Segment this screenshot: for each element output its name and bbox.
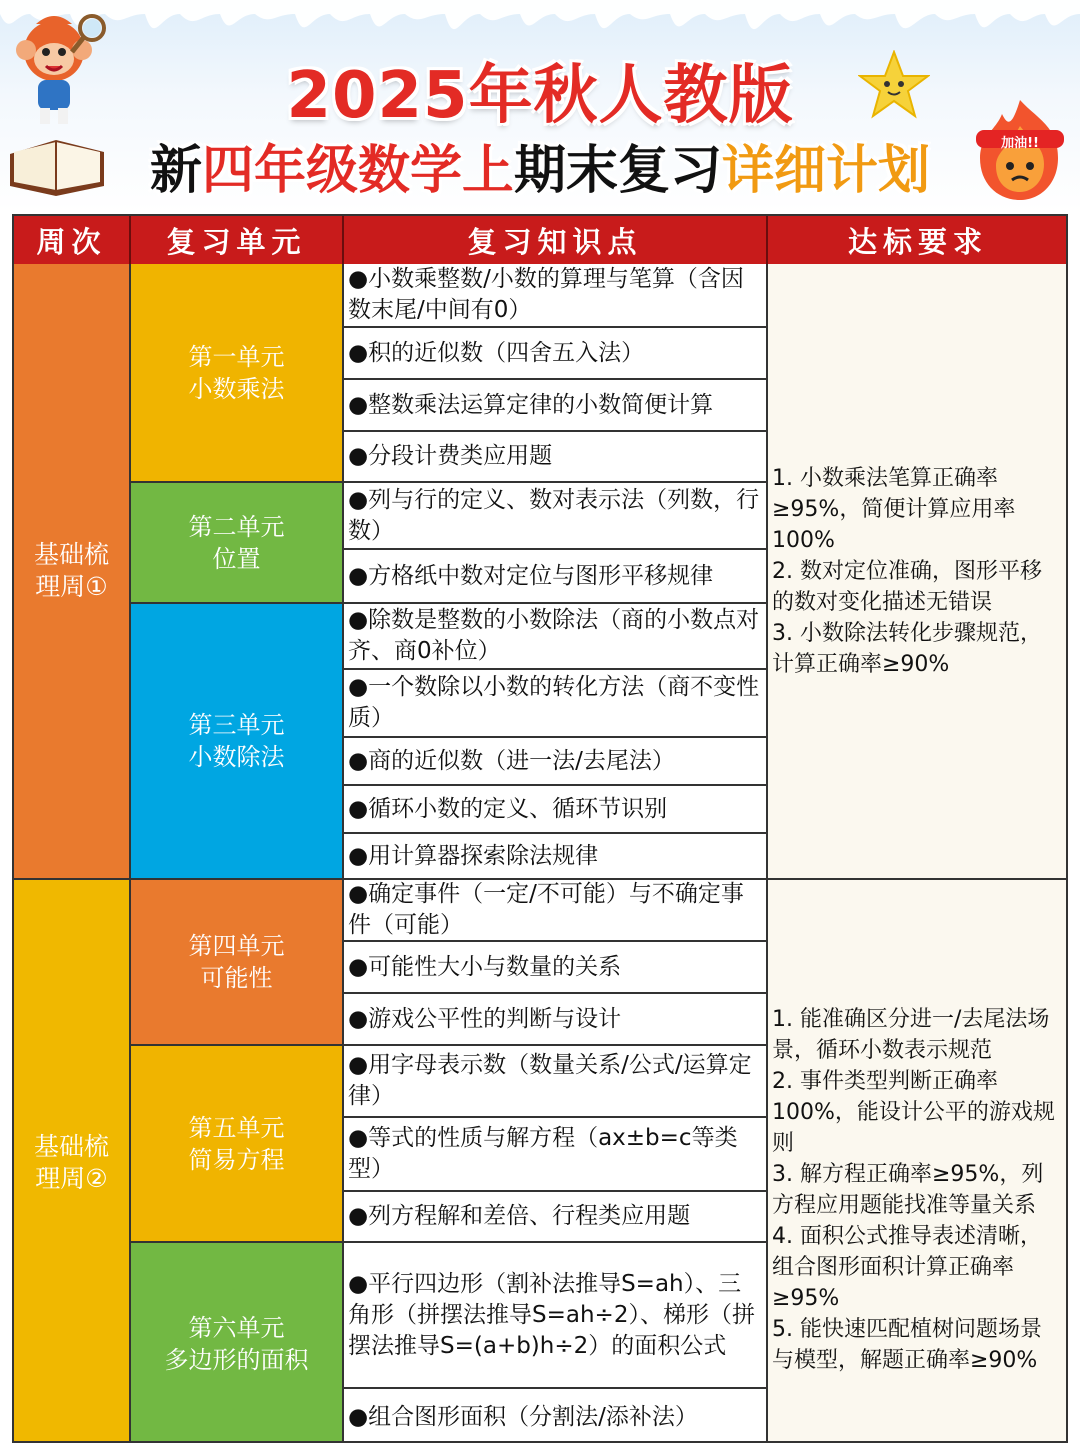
unit-label: 可能性	[200, 964, 273, 992]
requirement-item: 3. 解方程正确率≥95%，列方程应用题能找准等量关系	[772, 1162, 1044, 1218]
knowledge-point: ●等式的性质与解方程（ax±b=c等类型）	[344, 1118, 768, 1192]
column-header-week: 周次	[14, 216, 131, 264]
page-subtitle	[0, 128, 1080, 203]
unit-cell-1	[131, 264, 344, 483]
unit-label: 小数乘法	[188, 374, 285, 403]
requirement-item: 5. 能快速匹配植树问题场景与模型，解题正确率≥90%	[772, 1317, 1042, 1373]
column-header-requirements: 达标要求	[768, 216, 1068, 264]
knowledge-point: ●小数乘整数/小数的算理与笔算（含因数末尾/中间有0）	[344, 264, 768, 328]
knowledge-point: ●组合图形面积（分割法/添补法）	[344, 1389, 768, 1443]
week-cell-2	[14, 880, 131, 1443]
week-label: 基础梳	[33, 540, 109, 569]
unit-label: 第一单元	[188, 342, 285, 371]
knowledge-point: ●积的近似数（四舍五入法）	[344, 328, 768, 380]
knowledge-point: ●平行四边形（割补法推导S=ah）、三角形（拼摆法推导S=ah÷2）、梯形（拼摆法推导S=(a+b)h÷2）的面积公式	[344, 1243, 768, 1389]
unit-label: 第四单元	[188, 932, 285, 960]
knowledge-point: ●一个数除以小数的转化方法（商不变性质）	[344, 670, 768, 738]
subtitle-part-4: 详细计划	[722, 141, 931, 201]
knowledge-point: ●列方程解和差倍、行程类应用题	[344, 1192, 768, 1243]
knowledge-point: ●除数是整数的小数除法（商的小数点对齐、商0补位）	[344, 604, 768, 670]
knowledge-point: ●商的近似数（进一法/去尾法）	[344, 738, 768, 786]
requirement-item: 2. 数对定位准确，图形平移的数对变化描述无错误	[772, 558, 1042, 615]
knowledge-point: ●列与行的定义、数对表示法（列数，行数）	[344, 483, 768, 550]
unit-label: 第五单元	[188, 1113, 285, 1142]
unit-label: 位置	[212, 544, 261, 573]
unit-label: 小数除法	[188, 743, 285, 771]
unit-label: 第六单元	[188, 1314, 285, 1342]
subtitle-part-3: 期末复习	[514, 141, 723, 201]
subtitle-part-1: 新	[149, 141, 202, 201]
week-label: 基础梳	[33, 1131, 109, 1161]
week-label: 理周②	[35, 1163, 108, 1193]
requirement-item: 1. 小数乘法笔算正确率≥95%，简便计算应用率100%	[772, 465, 1016, 553]
knowledge-point: ●确定事件（一定/不可能）与不确定事件（可能）	[344, 880, 768, 942]
unit-label: 第三单元	[188, 711, 285, 739]
week-label: 理周①	[35, 572, 108, 601]
unit-cell-3	[131, 604, 344, 880]
subtitle-part-2: 四年级数学上	[201, 141, 514, 201]
knowledge-point: ●用字母表示数（数量关系/公式/运算定律）	[344, 1046, 768, 1118]
column-header-points: 复习知识点	[344, 216, 768, 264]
unit-cell-5	[131, 1046, 344, 1243]
requirements-week-1	[768, 264, 1068, 880]
review-plan-table	[12, 214, 1068, 1443]
unit-label: 第二单元	[188, 512, 285, 541]
knowledge-point: ●用计算器探索除法规律	[344, 834, 768, 880]
unit-cell-6	[131, 1243, 344, 1443]
knowledge-point: ●游戏公平性的判断与设计	[344, 994, 768, 1046]
unit-label: 简易方程	[188, 1145, 285, 1174]
header-banner	[0, 0, 1080, 212]
unit-label: 多边形的面积	[164, 1346, 309, 1374]
knowledge-point: ●分段计费类应用题	[344, 432, 768, 483]
unit-cell-4	[131, 880, 344, 1046]
requirement-item: 1. 能准确区分进一/去尾法场景，循环小数表示规范	[772, 1007, 1050, 1063]
page-title: 2025年秋人教版	[286, 59, 794, 133]
requirement-item: 4. 面积公式推导表述清晰，组合图形面积计算正确率≥95%	[772, 1224, 1042, 1311]
requirement-item: 2. 事件类型判断正确率100%，能设计公平的游戏规则	[772, 1069, 1055, 1156]
requirements-week-2	[768, 880, 1068, 1443]
requirement-item: 3. 小数除法转化步骤规范，计算正确率≥90%	[772, 620, 1042, 677]
knowledge-point: ●方格纸中数对定位与图形平移规律	[344, 550, 768, 604]
column-header-unit: 复习单元	[131, 216, 344, 264]
week-cell-1	[14, 264, 131, 880]
knowledge-point: ●循环小数的定义、循环节识别	[344, 786, 768, 834]
cheer-badge-text: 加油!!	[1001, 136, 1039, 151]
knowledge-point: ●可能性大小与数量的关系	[344, 942, 768, 994]
knowledge-point: ●整数乘法运算定律的小数简便计算	[344, 380, 768, 432]
unit-cell-2	[131, 483, 344, 604]
